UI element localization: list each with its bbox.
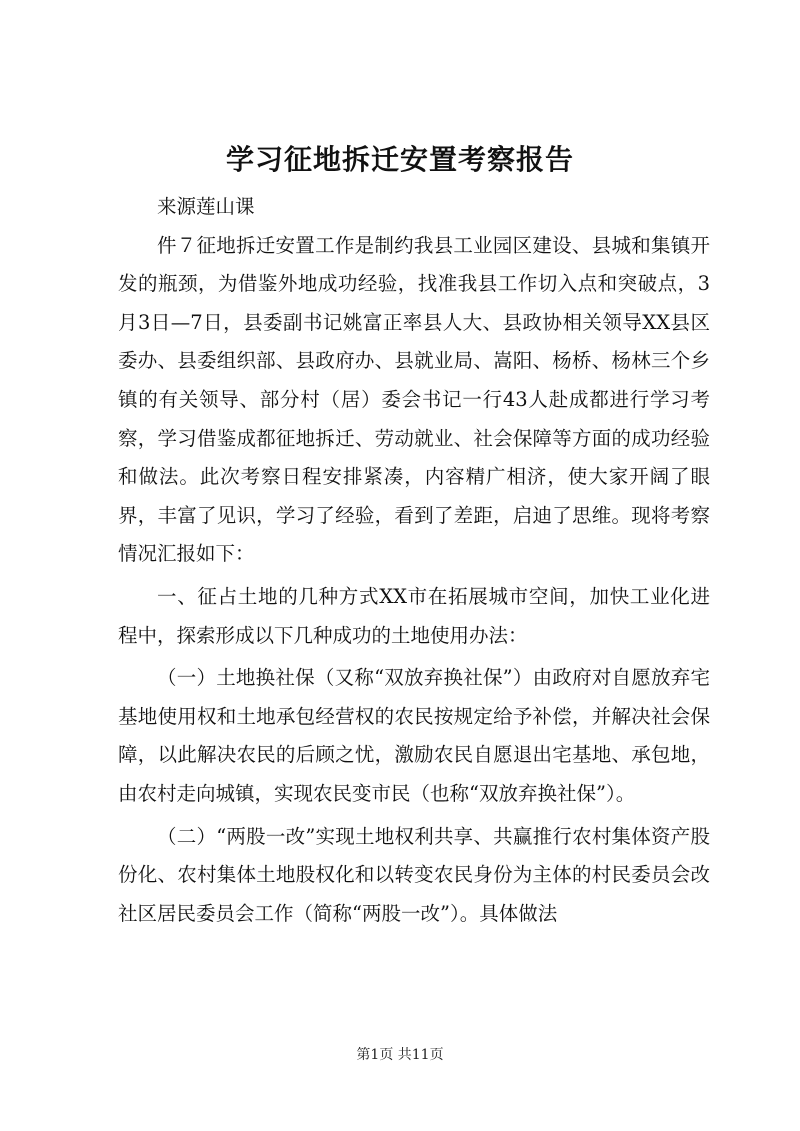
- page-number-footer: 第1页 共11页: [356, 1047, 444, 1063]
- paragraph-two-shares-one-reform: （二）“两股一改”实现土地权利共享、共赢推行农村集体资产股份化、农村集体土地股权化和以转变农民身份为主体的村民委员会改社区居民委员会工作（简称“两股一改”）。具体做法: [118, 824, 710, 925]
- document-title: 学习征地拆迁安置考察报告: [225, 143, 574, 176]
- source-line: 来源莲山课: [157, 195, 255, 218]
- paragraph-section-one: 一、征占土地的几种方式XX市在拓展城市空间，加快工业化进程中，探索形成以下几种成功的土地使用办法：: [118, 584, 710, 647]
- paragraph-land-for-social-security: （一）土地换社保（又称“双放弃换社保”）由政府对自愿放弃宅基地使用权和土地承包经营权的农民按规定给予补偿，并解决社会保障，以此解决农民的后顾之忧，激励农民自愿退出宅基地、承包地，由农村走向城镇，实现农民变市民（也称“双放弃换社保”）。: [118, 666, 710, 805]
- paragraph-intro: 件７征地拆迁安置工作是制约我县工业园区建设、县城和集镇开发的瓶颈，为借鉴外地成功经验，找准我县工作切入点和突破点，3月3日—7日，县委副书记姚富正率县人大、县政协相关领导XX县区委办、县委组织部、县政府办、县就业局、嵩阳、杨桥、杨林三个乡镇的有关领导、部分村（居）委会书记一行43人赴成都进行学习考察，学习借鉴成都征地拆迁、劳动就业、社会保障等方面的成功经验和做法。此次考察日程安排紧凑，内容精广相济，使大家开阔了眼界，丰富了见识，学习了经验，看到了差距，启迪了思维。现将考察情况汇报如下：: [118, 233, 710, 566]
- document-body: [118, 188, 710, 933]
